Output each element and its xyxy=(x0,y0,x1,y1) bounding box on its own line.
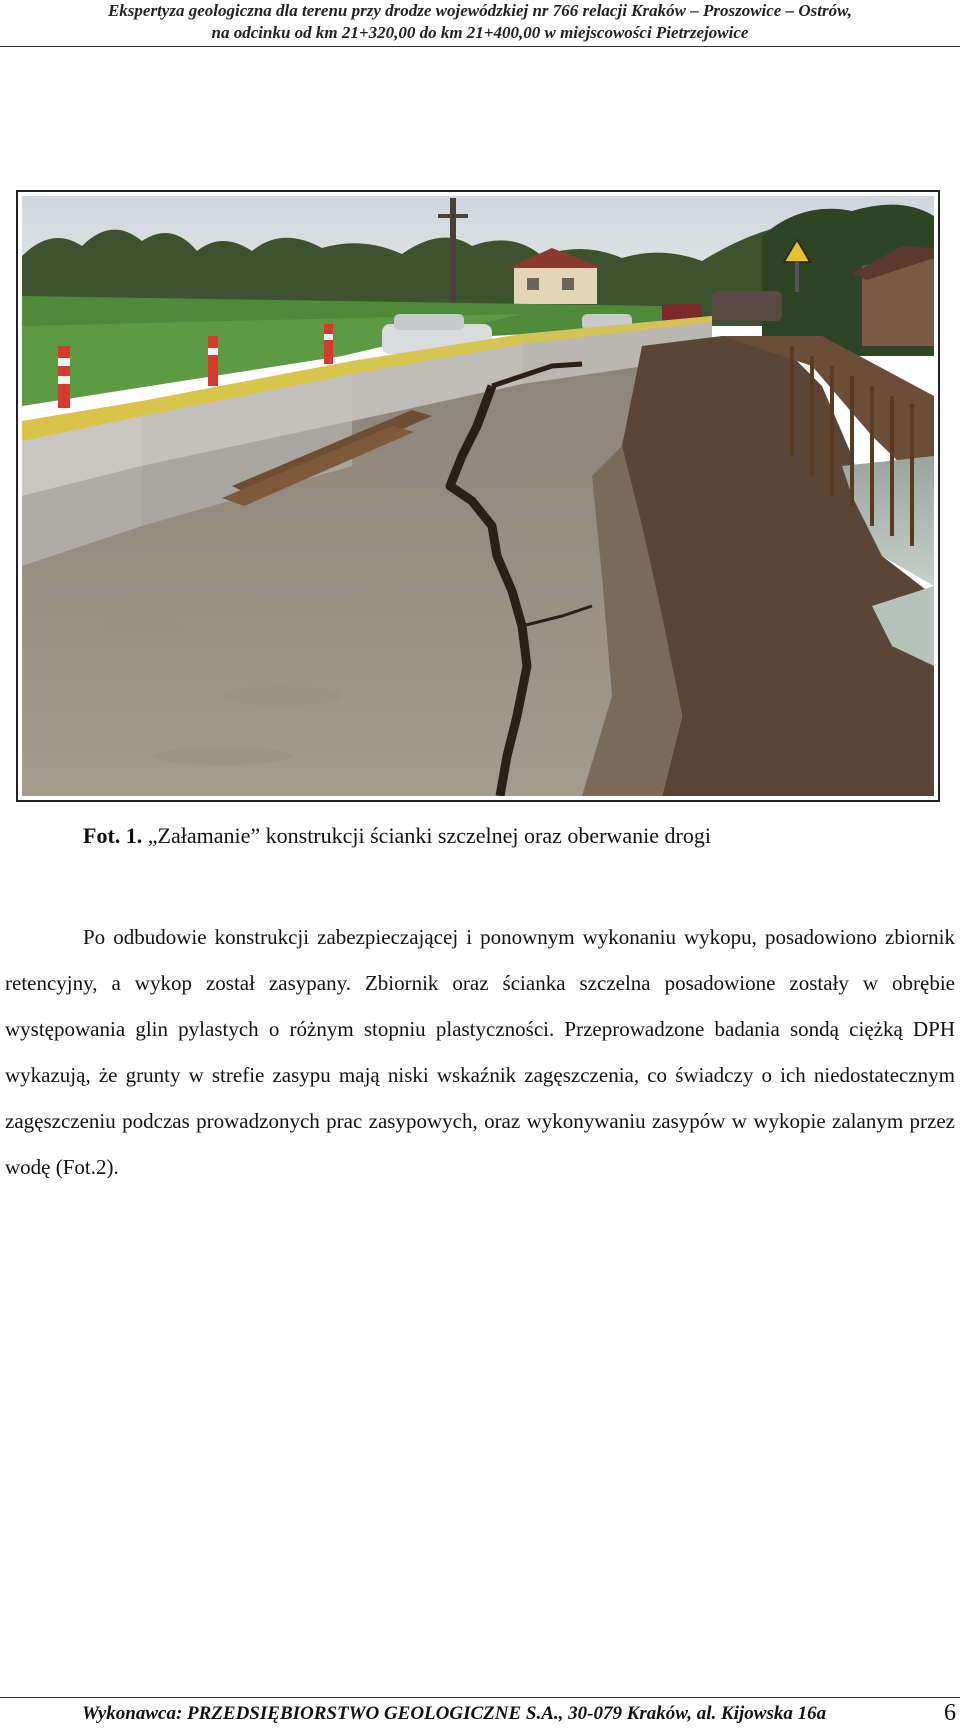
body-text xyxy=(5,914,955,1190)
road-collapse-illustration xyxy=(22,196,934,796)
figure-caption-text: „Załamanie” konstrukcji ścianki szczelnej oraz oberwanie drogi xyxy=(147,823,711,848)
page-header xyxy=(0,0,960,48)
figure-caption xyxy=(83,820,711,852)
figure-label: Fot. 1. xyxy=(83,823,143,848)
footer-rule xyxy=(0,1697,960,1698)
page-number: 6 xyxy=(944,1700,956,1726)
road-collapse-photo xyxy=(16,190,940,802)
page-footer xyxy=(0,1700,960,1728)
header-line-2: na odcinku od km 21+320,00 do km 21+400,00 w miejscowości Pietrzejowice xyxy=(211,23,749,42)
header-line-1: Ekspertyza geologiczna dla terenu przy drodze wojewódzkiej nr 766 relacji Kraków – Proszowice – Ostrów, xyxy=(107,1,853,20)
body-paragraph: Po odbudowie konstrukcji zabezpieczającej i ponownym wykonaniu wykopu, posadowiono zbiornik retencyjny, a wykop został zasypany. Zbiornik oraz ścianka szczelna posadowione zostały w obrębie występowania glin pylastych o różnym stopniu plastyczności. Przeprowadzone badania sondą ciężką DPH wykazują, że grunty w strefie zasypu mają niski wskaźnik zagęszczenia, co świadczy o ich niedostatecznym zagęszczeniu podczas prowadzonych prac zasypowych, oraz wykonywaniu zasypów w wykopie zalanym przez wodę (Fot.2). xyxy=(5,925,955,1179)
header-rule xyxy=(0,46,960,47)
contractor-line: Wykonawca: PRZEDSIĘBIORSTWO GEOLOGICZNE S.A., 30-079 Kraków, al. Kijowska 16a xyxy=(82,1703,827,1724)
